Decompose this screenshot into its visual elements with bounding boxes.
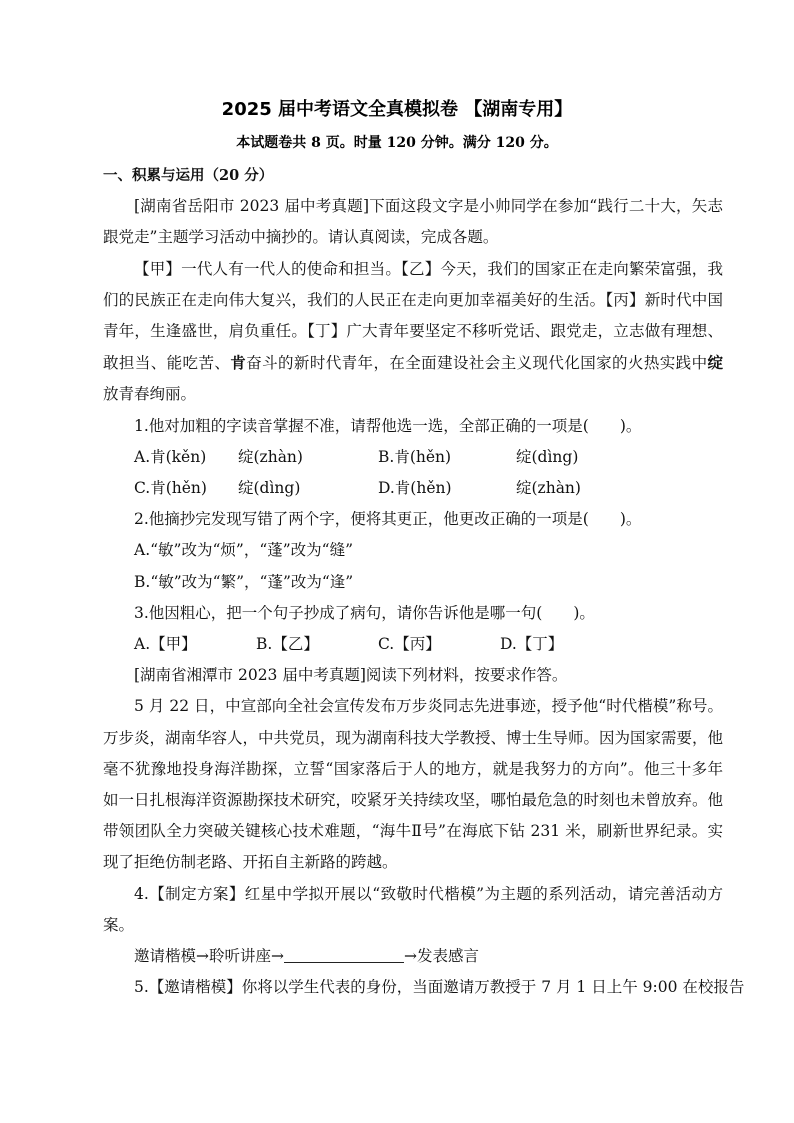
option-c-zhan: 绽(dìng) (238, 479, 301, 498)
question-2-option-a: A.“敏”改为“烦”，“蓬”改为“缝” (134, 541, 354, 560)
question-3-option-d: D.【丁】 (500, 635, 564, 654)
option-a-zhan: 绽(zhàn) (238, 447, 303, 466)
passage-paragraph (103, 254, 723, 411)
question-4-stem: 4.【制定方案】红星中学拟开展以“致敬时代楷模”为主题的系列活动，请完善活动方案。 (103, 884, 723, 934)
passage-part-c: 放青春绚丽。 (103, 385, 197, 404)
question-2-stem: 2.他摘抄完发现写错了两个字，便将其更正，他更改正确的一项是( )。 (134, 510, 642, 529)
option-b-ken: B.肯(hěn) (378, 447, 452, 466)
question-3-option-a: A.【甲】 (134, 635, 197, 654)
option-c-ken: C.肯(hěn) (134, 479, 207, 498)
question-4-flow (103, 941, 723, 972)
passage-part-a: 【甲】一代人有一代人的使命和担当。【乙】今天，我们的国家正在走向繁荣富强，我们的民族正在走向伟大复兴，我们的人民正在走向更加幸福美好的生活。【丙】新时代中国青年，生逢盛世，肩负重任。【丁】广大青年要坚定不移听党话、跟党走，立志做有理想、敢担当、能吃苦、 (103, 259, 723, 373)
intro-2-paragraph: [湖南省湘潭市 2023 届中考真题]阅读下列材料，按要求作答。 (134, 666, 568, 685)
bold-char-ken: 肯 (230, 353, 247, 373)
question-1-options-row-2 (103, 473, 723, 504)
question-3-options (103, 629, 723, 660)
exam-subtitle: 本试题卷共 8 页。时量 120 分钟。满分 120 分。 (236, 135, 558, 151)
question-1-stem: 1.他对加粗的字读音掌握不准，请帮他选一选，全部正确的一项是( )。 (134, 416, 642, 435)
answer-blank[interactable] (284, 946, 404, 963)
bold-char-zhan: 绽 (707, 353, 723, 373)
question-3-option-c: C.【丙】 (378, 635, 441, 654)
passage-part-b: 奋斗的新时代青年，在全面建设社会主义现代化国家的火热实践中 (246, 354, 708, 373)
question-1-options-row-1 (103, 442, 723, 473)
intro-paragraph: [湖南省岳阳市 2023 届中考真题]下面这段文字是小帅同学在参加“践行二十大，矢志跟党走”主题学习活动中摘抄的。请认真阅读，完成各题。 (103, 197, 723, 247)
exam-title: 2025 届中考语文全真模拟卷 【湖南专用】 (221, 99, 573, 120)
flow-part-b: →发表感言 (403, 947, 479, 966)
option-a-ken: A.肯(kěn) (134, 447, 207, 466)
exam-body (103, 160, 745, 1003)
option-d-ken: D.肯(hěn) (378, 479, 452, 498)
flow-part-a: 邀请楷模→聆听讲座→ (134, 947, 284, 966)
question-2-option-b: B.“敏”改为“繁”，“蓬”改为“逢” (134, 572, 354, 591)
question-3-option-b: B.【乙】 (256, 635, 319, 654)
material-paragraph: 5 月 22 日，中宣部向全社会宣传发布万步炎同志先进事迹，授予他“时代楷模”称号。万步炎，湖南华容人，中共党员，现为湖南科技大学教授、博士生导师。因为国家需要，他毫不犹豫地投身海洋勘探，立誓“国家落后于人的地方，就是我努力的方向”。他三十多年如一日扎根海洋资源勘探技术研究，咬紧牙关持续攻坚，哪怕最危急的时刻也未曾放弃。他带领团队全力突破关键核心技术难题，“海牛Ⅱ号”在海底下钻 231 米，刷新世界纪录。实现了拒绝仿制老路、开拓自主新路的跨越。 (103, 697, 724, 872)
section-heading: 一、积累与运用（20 分） (103, 167, 274, 184)
option-d-zhan: 绽(zhàn) (516, 479, 581, 498)
option-b-zhan: 绽(dìng) (516, 447, 579, 466)
question-3-stem: 3.他因粗心，把一个句子抄成了病句，请你告诉他是哪一句( )。 (134, 603, 595, 622)
question-5-stem: 5.【邀请楷模】你将以学生代表的身份，当面邀请万教授于 7 月 1 日上午 9:00 在校报告 (134, 978, 745, 997)
